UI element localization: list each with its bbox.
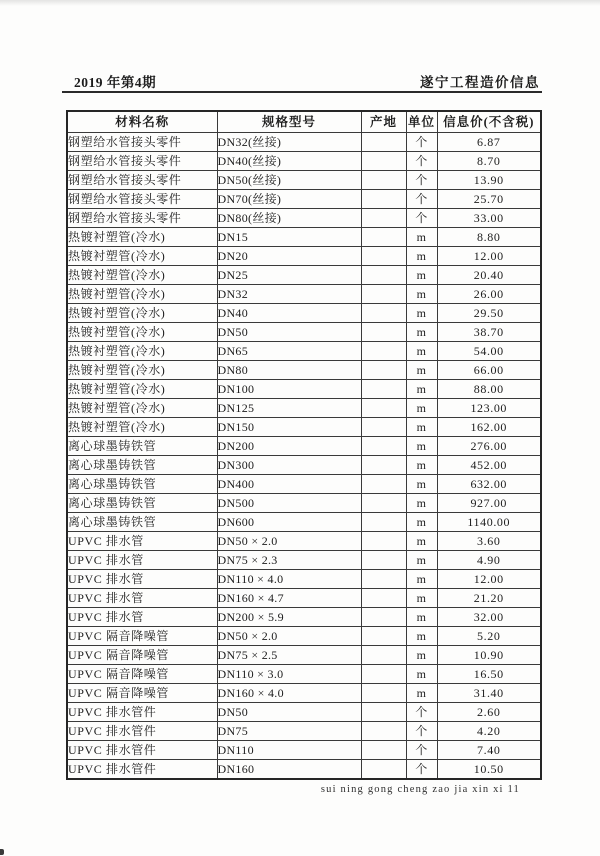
cell-material: 热镀衬塑管(冷水) (67, 361, 217, 380)
cell-spec: DN150 (217, 418, 361, 437)
cell-unit: m (406, 456, 437, 475)
table-row (67, 494, 541, 513)
cell-unit: 个 (406, 722, 437, 741)
cell-spec: DN200 × 5.9 (217, 608, 361, 627)
cell-unit: 个 (406, 171, 437, 190)
table-row (67, 570, 541, 589)
cell-origin (361, 494, 406, 513)
table-row (67, 190, 541, 209)
cell-spec: DN50 (217, 703, 361, 722)
cell-unit: m (406, 475, 437, 494)
cell-material: 钢塑给水管接头零件 (67, 171, 217, 190)
cell-spec: DN40 (217, 304, 361, 323)
cell-price: 7.40 (437, 741, 541, 760)
price-table (66, 110, 542, 780)
cell-unit: m (406, 494, 437, 513)
issue-label: 2019 年第4期 (74, 75, 157, 90)
table-row (67, 665, 541, 684)
cell-unit: 个 (406, 760, 437, 780)
cell-price: 276.00 (437, 437, 541, 456)
price-table-header (67, 111, 541, 133)
cell-unit: m (406, 684, 437, 703)
cell-spec: DN300 (217, 456, 361, 475)
cell-spec: DN110 × 3.0 (217, 665, 361, 684)
cell-spec: DN32(丝接) (217, 133, 361, 152)
cell-origin (361, 741, 406, 760)
cell-origin (361, 437, 406, 456)
cell-unit: m (406, 437, 437, 456)
cell-origin (361, 133, 406, 152)
table-row (67, 741, 541, 760)
cell-material: 热镀衬塑管(冷水) (67, 399, 217, 418)
cell-material: UPVC 隔音降噪管 (67, 627, 217, 646)
cell-price: 25.70 (437, 190, 541, 209)
cell-unit: m (406, 266, 437, 285)
cell-price: 32.00 (437, 608, 541, 627)
cell-unit: m (406, 570, 437, 589)
cell-spec: DN160 × 4.7 (217, 589, 361, 608)
table-row (67, 646, 541, 665)
col-header-material: 材料名称 (67, 111, 217, 133)
cell-spec: DN600 (217, 513, 361, 532)
cell-origin (361, 228, 406, 247)
cell-material: 离心球墨铸铁管 (67, 456, 217, 475)
cell-origin (361, 456, 406, 475)
cell-origin (361, 190, 406, 209)
cell-unit: m (406, 380, 437, 399)
cell-price: 54.00 (437, 342, 541, 361)
cell-spec: DN20 (217, 247, 361, 266)
cell-origin (361, 608, 406, 627)
cell-material: UPVC 排水管 (67, 608, 217, 627)
cell-unit: m (406, 247, 437, 266)
table-row (67, 684, 541, 703)
header-rule (62, 91, 542, 93)
cell-origin (361, 342, 406, 361)
cell-price: 38.70 (437, 323, 541, 342)
cell-material: 离心球墨铸铁管 (67, 513, 217, 532)
cell-material: UPVC 隔音降噪管 (67, 684, 217, 703)
header-row (67, 111, 541, 133)
table-row (67, 722, 541, 741)
cell-unit: 个 (406, 190, 437, 209)
cell-price: 29.50 (437, 304, 541, 323)
cell-material: UPVC 隔音降噪管 (67, 646, 217, 665)
table-row (67, 475, 541, 494)
cell-unit: 个 (406, 209, 437, 228)
cell-price: 20.40 (437, 266, 541, 285)
table-row (67, 304, 541, 323)
cell-spec: DN50 × 2.0 (217, 627, 361, 646)
cell-spec: DN125 (217, 399, 361, 418)
cell-origin (361, 361, 406, 380)
cell-spec: DN160 (217, 760, 361, 780)
cell-material: UPVC 隔音降噪管 (67, 665, 217, 684)
cell-unit: m (406, 285, 437, 304)
footer-pinyin-page-number: sui ning gong cheng zao jia xin xi 11 (320, 784, 520, 795)
cell-spec: DN40(丝接) (217, 152, 361, 171)
table-row (67, 608, 541, 627)
cell-material: 钢塑给水管接头零件 (67, 133, 217, 152)
scan-artifact-bottom-left (0, 849, 4, 855)
table-row (67, 152, 541, 171)
cell-spec: DN110 (217, 741, 361, 760)
cell-unit: 个 (406, 703, 437, 722)
table-row (67, 285, 541, 304)
cell-price: 12.00 (437, 570, 541, 589)
table-row (67, 437, 541, 456)
cell-price: 8.70 (437, 152, 541, 171)
cell-unit: m (406, 551, 437, 570)
cell-price: 5.20 (437, 627, 541, 646)
cell-unit: m (406, 418, 437, 437)
cell-origin (361, 646, 406, 665)
cell-spec: DN75 × 2.3 (217, 551, 361, 570)
cell-material: 热镀衬塑管(冷水) (67, 228, 217, 247)
cell-price: 33.00 (437, 209, 541, 228)
cell-unit: m (406, 513, 437, 532)
cell-material: 热镀衬塑管(冷水) (67, 266, 217, 285)
cell-origin (361, 171, 406, 190)
cell-unit: m (406, 532, 437, 551)
cell-material: 热镀衬塑管(冷水) (67, 285, 217, 304)
cell-price: 162.00 (437, 418, 541, 437)
cell-spec: DN50(丝接) (217, 171, 361, 190)
cell-origin (361, 304, 406, 323)
cell-origin (361, 722, 406, 741)
cell-origin (361, 323, 406, 342)
cell-origin (361, 703, 406, 722)
table-row (67, 760, 541, 780)
cell-material: UPVC 排水管件 (67, 741, 217, 760)
cell-unit: m (406, 342, 437, 361)
cell-origin (361, 418, 406, 437)
cell-spec: DN75 (217, 722, 361, 741)
cell-material: 热镀衬塑管(冷水) (67, 304, 217, 323)
cell-price: 31.40 (437, 684, 541, 703)
table-row (67, 513, 541, 532)
cell-material: 离心球墨铸铁管 (67, 437, 217, 456)
cell-price: 123.00 (437, 399, 541, 418)
cell-unit: m (406, 608, 437, 627)
cell-material: 热镀衬塑管(冷水) (67, 342, 217, 361)
cell-price: 632.00 (437, 475, 541, 494)
cell-spec: DN80(丝接) (217, 209, 361, 228)
cell-material: UPVC 排水管 (67, 570, 217, 589)
cell-material: 热镀衬塑管(冷水) (67, 247, 217, 266)
cell-price: 4.90 (437, 551, 541, 570)
cell-origin (361, 760, 406, 780)
table-row (67, 361, 541, 380)
table-row (67, 627, 541, 646)
cell-unit: 个 (406, 152, 437, 171)
cell-spec: DN200 (217, 437, 361, 456)
cell-material: 钢塑给水管接头零件 (67, 209, 217, 228)
cell-spec: DN500 (217, 494, 361, 513)
table-row (67, 171, 541, 190)
table-row (67, 342, 541, 361)
cell-origin (361, 285, 406, 304)
table-row (67, 589, 541, 608)
table-row (67, 133, 541, 152)
cell-origin (361, 570, 406, 589)
cell-unit: m (406, 665, 437, 684)
cell-price: 26.00 (437, 285, 541, 304)
cell-unit: m (406, 304, 437, 323)
cell-price: 8.80 (437, 228, 541, 247)
cell-price: 2.60 (437, 703, 541, 722)
cell-spec: DN70(丝接) (217, 190, 361, 209)
cell-unit: m (406, 323, 437, 342)
cell-origin (361, 627, 406, 646)
cell-price: 66.00 (437, 361, 541, 380)
cell-price: 452.00 (437, 456, 541, 475)
cell-origin (361, 399, 406, 418)
cell-material: 钢塑给水管接头零件 (67, 152, 217, 171)
cell-origin (361, 684, 406, 703)
table-row (67, 703, 541, 722)
table-row (67, 418, 541, 437)
cell-material: 钢塑给水管接头零件 (67, 190, 217, 209)
cell-unit: 个 (406, 133, 437, 152)
cell-spec: DN65 (217, 342, 361, 361)
cell-material: UPVC 排水管件 (67, 722, 217, 741)
cell-price: 4.20 (437, 722, 541, 741)
cell-spec: DN80 (217, 361, 361, 380)
cell-material: UPVC 排水管 (67, 551, 217, 570)
cell-origin (361, 266, 406, 285)
col-header-unit: 单位 (406, 111, 437, 133)
cell-unit: 个 (406, 741, 437, 760)
table-row (67, 456, 541, 475)
cell-origin (361, 589, 406, 608)
publication-title: 遂宁工程造价信息 (420, 75, 540, 90)
cell-spec: DN110 × 4.0 (217, 570, 361, 589)
cell-material: 热镀衬塑管(冷水) (67, 323, 217, 342)
cell-unit: m (406, 646, 437, 665)
cell-price: 12.00 (437, 247, 541, 266)
cell-price: 10.50 (437, 760, 541, 780)
cell-spec: DN15 (217, 228, 361, 247)
cell-material: UPVC 排水管 (67, 589, 217, 608)
cell-origin (361, 551, 406, 570)
cell-origin (361, 380, 406, 399)
cell-material: UPVC 排水管 (67, 532, 217, 551)
table-row (67, 380, 541, 399)
col-header-origin: 产地 (361, 111, 406, 133)
cell-material: 热镀衬塑管(冷水) (67, 380, 217, 399)
cell-spec: DN25 (217, 266, 361, 285)
cell-spec: DN400 (217, 475, 361, 494)
cell-origin (361, 475, 406, 494)
cell-spec: DN75 × 2.5 (217, 646, 361, 665)
cell-spec: DN32 (217, 285, 361, 304)
price-table-body (67, 133, 541, 780)
cell-origin (361, 532, 406, 551)
table-row (67, 266, 541, 285)
cell-price: 88.00 (437, 380, 541, 399)
cell-origin (361, 247, 406, 266)
cell-price: 6.87 (437, 133, 541, 152)
cell-material: UPVC 排水管件 (67, 703, 217, 722)
cell-unit: m (406, 627, 437, 646)
cell-origin (361, 209, 406, 228)
table-row (67, 323, 541, 342)
cell-material: 热镀衬塑管(冷水) (67, 418, 217, 437)
cell-unit: m (406, 399, 437, 418)
cell-origin (361, 513, 406, 532)
col-header-spec: 规格型号 (217, 111, 361, 133)
cell-material: 离心球墨铸铁管 (67, 494, 217, 513)
cell-unit: m (406, 589, 437, 608)
cell-spec: DN50 × 2.0 (217, 532, 361, 551)
cell-material: UPVC 排水管件 (67, 760, 217, 780)
scan-artifact-top-edge (0, 0, 600, 6)
cell-price: 1140.00 (437, 513, 541, 532)
table-row (67, 209, 541, 228)
cell-price: 16.50 (437, 665, 541, 684)
cell-material: 离心球墨铸铁管 (67, 475, 217, 494)
cell-unit: m (406, 361, 437, 380)
cell-spec: DN100 (217, 380, 361, 399)
cell-origin (361, 665, 406, 684)
cell-origin (361, 152, 406, 171)
cell-price: 10.90 (437, 646, 541, 665)
cell-spec: DN50 (217, 323, 361, 342)
cell-spec: DN160 × 4.0 (217, 684, 361, 703)
cell-price: 3.60 (437, 532, 541, 551)
table-row (67, 228, 541, 247)
col-header-price: 信息价(不含税) (437, 111, 541, 133)
cell-unit: m (406, 228, 437, 247)
table-row (67, 247, 541, 266)
cell-price: 21.20 (437, 589, 541, 608)
cell-price: 927.00 (437, 494, 541, 513)
table-row (67, 532, 541, 551)
table-row (67, 399, 541, 418)
table-row (67, 551, 541, 570)
cell-price: 13.90 (437, 171, 541, 190)
running-head (74, 71, 540, 91)
